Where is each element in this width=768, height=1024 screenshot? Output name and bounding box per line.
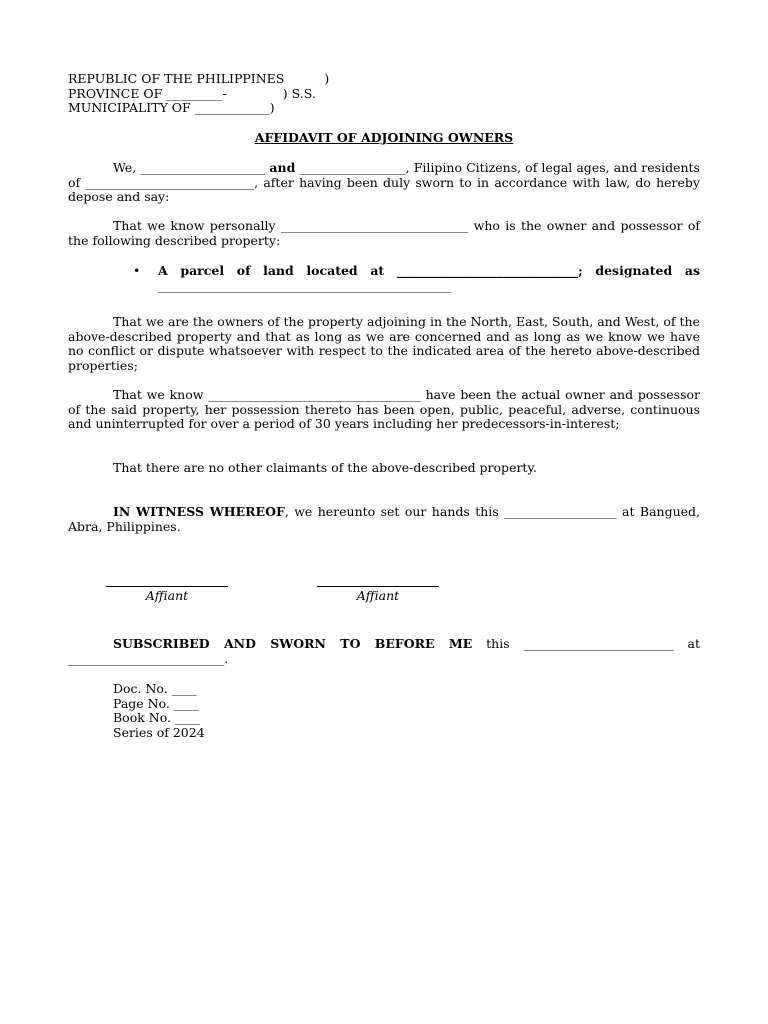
caption-line-republic: REPUBLIC OF THE PHILIPPINES ) bbox=[68, 71, 330, 86]
paragraph-subscribed: SUBSCRIBED AND SWORN TO BEFORE ME this ________________________ at _________________________. bbox=[68, 636, 700, 666]
paragraph-possession: That we know __________________________________ have been the actual owner and possessor of the said property, her possession thereto has been open, public, peaceful, adverse, continuous and uninterrupted for over a period of 30 years including her predecessors-in-interest; bbox=[68, 387, 700, 431]
paragraph-adjoining: That we are the owners of the property adjoining in the North, East, South, and West, of the above-described property and that as long as we are concerned and as long as we know we have no conflict or dispute whatsoever with respect to the indicated area of the hereto above-described properties; bbox=[68, 314, 700, 373]
venue-caption bbox=[68, 72, 329, 116]
paragraph-owner: That we know personally ______________________________ who is the owner and possessor of the following described property: bbox=[68, 218, 700, 248]
document-title: AFFIDAVIT OF ADJOINING OWNERS bbox=[254, 130, 514, 145]
notarial-register bbox=[113, 682, 205, 740]
bullet-line-location: A parcel of land located at _____________________________; designated as bbox=[158, 263, 700, 278]
book-number: Book No. ____ bbox=[113, 710, 200, 725]
doc-number: Doc. No. ____ bbox=[113, 681, 197, 696]
page-number: Page No. ____ bbox=[113, 695, 199, 711]
caption-line-province: PROVINCE OF _________- ) S.S. bbox=[68, 85, 316, 101]
paragraph-witness: IN WITNESS WHEREOF, we hereunto set our hands this __________________ at Bangued, Abra, Philippines. bbox=[68, 504, 700, 534]
series-year: Series of 2024 bbox=[113, 724, 205, 740]
signature-label: Affiant bbox=[145, 588, 189, 603]
caption-line-municipality: MUNICIPALITY OF ____________) bbox=[68, 100, 275, 115]
paragraph-affiants: We, ____________________ and _________________, Filipino Citizens, of legal ages, and residents of ___________________________, after having been duly sworn to in accordance with law, do hereby depose and say: bbox=[68, 160, 700, 204]
bullet-line-designation: _______________________________________________ bbox=[158, 278, 452, 293]
bullet-icon: • bbox=[133, 263, 141, 278]
signature-block-1 bbox=[106, 586, 228, 604]
signature-line bbox=[106, 586, 228, 587]
signature-label: Affiant bbox=[356, 588, 400, 603]
signature-block-2 bbox=[317, 586, 439, 604]
paragraph-claimants: That there are no other claimants of the above-described property. bbox=[113, 460, 537, 475]
signature-line bbox=[317, 586, 439, 587]
